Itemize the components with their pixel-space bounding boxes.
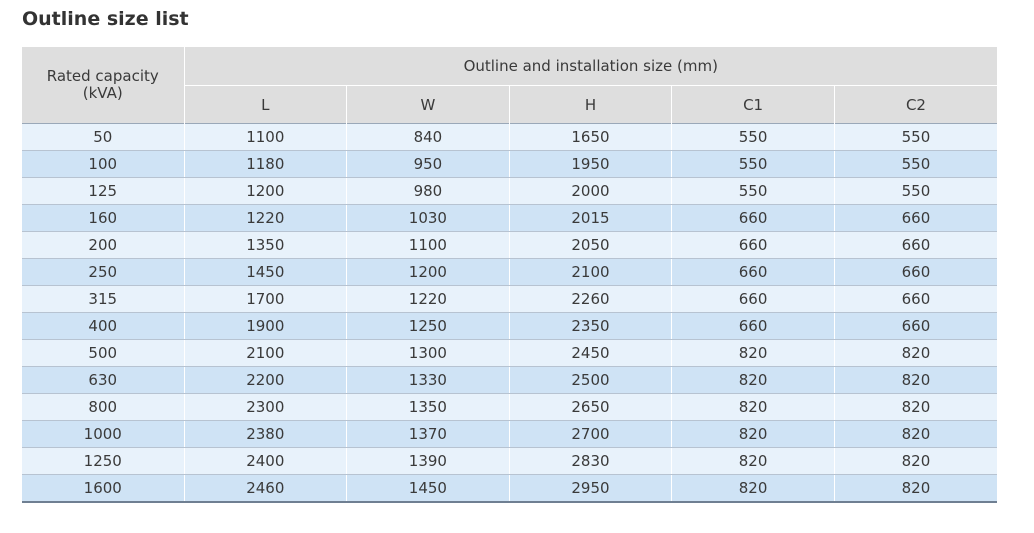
table-row <box>22 259 997 286</box>
cell-c2: 660 <box>834 205 997 232</box>
cell-w: 1370 <box>347 421 510 448</box>
table-row <box>22 421 997 448</box>
cell-h: 2000 <box>509 178 672 205</box>
cell-c1: 820 <box>672 475 835 503</box>
cell-h: 2350 <box>509 313 672 340</box>
size-group-header: Outline and installation size (mm) <box>184 47 997 86</box>
cell-c1: 820 <box>672 394 835 421</box>
cell-l: 2200 <box>184 367 347 394</box>
cell-l: 2300 <box>184 394 347 421</box>
column-header-w: W <box>347 86 510 124</box>
cell-c1: 660 <box>672 232 835 259</box>
cell-c1: 550 <box>672 124 835 151</box>
cell-c2: 550 <box>834 178 997 205</box>
cell-c2: 820 <box>834 394 997 421</box>
cell-c1: 660 <box>672 286 835 313</box>
cell-w: 1390 <box>347 448 510 475</box>
table-row <box>22 448 997 475</box>
column-header-l: L <box>184 86 347 124</box>
cell-w: 1450 <box>347 475 510 503</box>
cell-w: 1330 <box>347 367 510 394</box>
cell-l: 1700 <box>184 286 347 313</box>
table-row <box>22 475 997 503</box>
cell-l: 1220 <box>184 205 347 232</box>
cell-capacity: 1600 <box>22 475 184 503</box>
cell-w: 840 <box>347 124 510 151</box>
cell-h: 2950 <box>509 475 672 503</box>
cell-c2: 550 <box>834 151 997 178</box>
cell-c1: 550 <box>672 151 835 178</box>
table-row <box>22 205 997 232</box>
table-header <box>22 47 997 124</box>
cell-capacity: 500 <box>22 340 184 367</box>
cell-l: 2460 <box>184 475 347 503</box>
cell-c1: 660 <box>672 259 835 286</box>
capacity-column-header <box>22 47 184 124</box>
cell-c2: 820 <box>834 448 997 475</box>
cell-c2: 820 <box>834 475 997 503</box>
column-header-c2: C2 <box>834 86 997 124</box>
table-row <box>22 286 997 313</box>
table-row <box>22 313 997 340</box>
table-row <box>22 367 997 394</box>
cell-h: 2015 <box>509 205 672 232</box>
cell-c2: 820 <box>834 367 997 394</box>
cell-h: 2500 <box>509 367 672 394</box>
cell-h: 1650 <box>509 124 672 151</box>
cell-l: 1200 <box>184 178 347 205</box>
outline-size-table <box>22 47 997 503</box>
cell-w: 1030 <box>347 205 510 232</box>
cell-w: 1300 <box>347 340 510 367</box>
cell-capacity: 250 <box>22 259 184 286</box>
cell-c1: 660 <box>672 313 835 340</box>
cell-w: 1200 <box>347 259 510 286</box>
cell-l: 1100 <box>184 124 347 151</box>
cell-w: 1100 <box>347 232 510 259</box>
table-row <box>22 124 997 151</box>
cell-l: 1350 <box>184 232 347 259</box>
cell-l: 1450 <box>184 259 347 286</box>
cell-c1: 820 <box>672 421 835 448</box>
cell-c2: 820 <box>834 421 997 448</box>
cell-c2: 550 <box>834 124 997 151</box>
column-header-h: H <box>509 86 672 124</box>
cell-capacity: 1250 <box>22 448 184 475</box>
cell-h: 2050 <box>509 232 672 259</box>
capacity-header-label: Rated capacity <box>46 67 159 85</box>
cell-w: 1250 <box>347 313 510 340</box>
cell-w: 950 <box>347 151 510 178</box>
table-row <box>22 178 997 205</box>
cell-capacity: 800 <box>22 394 184 421</box>
cell-c1: 660 <box>672 205 835 232</box>
cell-capacity: 315 <box>22 286 184 313</box>
table-row <box>22 340 997 367</box>
cell-w: 1220 <box>347 286 510 313</box>
cell-capacity: 125 <box>22 178 184 205</box>
cell-h: 2450 <box>509 340 672 367</box>
cell-w: 980 <box>347 178 510 205</box>
cell-c2: 660 <box>834 286 997 313</box>
cell-c1: 550 <box>672 178 835 205</box>
cell-l: 2380 <box>184 421 347 448</box>
table-row <box>22 232 997 259</box>
capacity-header-unit: (kVA) <box>82 84 123 102</box>
cell-c2: 660 <box>834 232 997 259</box>
cell-l: 2100 <box>184 340 347 367</box>
cell-c2: 660 <box>834 313 997 340</box>
cell-c1: 820 <box>672 340 835 367</box>
cell-h: 2100 <box>509 259 672 286</box>
cell-l: 2400 <box>184 448 347 475</box>
table-body <box>22 124 997 503</box>
cell-h: 2830 <box>509 448 672 475</box>
table-row <box>22 151 997 178</box>
cell-l: 1180 <box>184 151 347 178</box>
cell-capacity: 400 <box>22 313 184 340</box>
table-row <box>22 394 997 421</box>
cell-l: 1900 <box>184 313 347 340</box>
cell-capacity: 1000 <box>22 421 184 448</box>
cell-capacity: 100 <box>22 151 184 178</box>
cell-c1: 820 <box>672 448 835 475</box>
cell-c2: 820 <box>834 340 997 367</box>
cell-c1: 820 <box>672 367 835 394</box>
cell-h: 2260 <box>509 286 672 313</box>
cell-capacity: 50 <box>22 124 184 151</box>
cell-capacity: 200 <box>22 232 184 259</box>
cell-h: 2650 <box>509 394 672 421</box>
cell-h: 2700 <box>509 421 672 448</box>
cell-capacity: 630 <box>22 367 184 394</box>
page-title: Outline size list <box>22 8 189 30</box>
cell-c2: 660 <box>834 259 997 286</box>
cell-capacity: 160 <box>22 205 184 232</box>
column-header-c1: C1 <box>672 86 835 124</box>
cell-w: 1350 <box>347 394 510 421</box>
cell-h: 1950 <box>509 151 672 178</box>
